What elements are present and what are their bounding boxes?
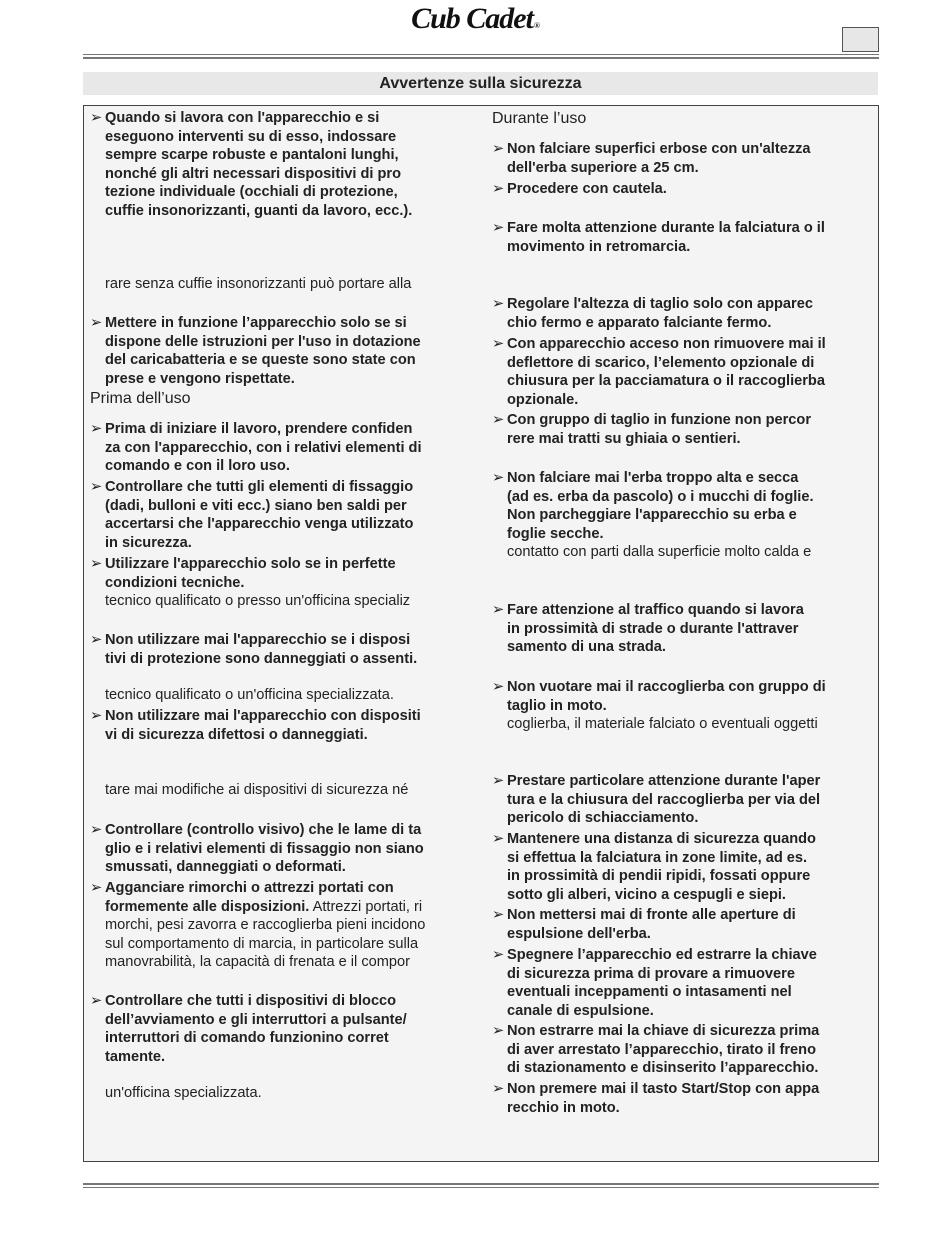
section-heading-during-use: Durante l’uso (492, 110, 587, 127)
bullet-arrow-icon: ➢ (90, 708, 103, 724)
bullet-start-stop-line: Non premere mai il tasto Start/Stop con appa (507, 1081, 820, 1097)
bullet-blades-line: Controllare (controllo visivo) che le lame di ta (105, 822, 422, 838)
bullet-arrow-icon: ➢ (90, 479, 103, 495)
bullet-blockage-line: canale di espulsione. (507, 1002, 654, 1019)
bullet-arrow-icon: ➢ (492, 679, 505, 695)
bullet-technical-condition-line: condizioni tecniche. (105, 574, 245, 591)
bullet-blockage-line: di sicurezza prima di provare a rimuovere (507, 965, 795, 982)
bullet-traffic-line: Fare attenzione al traffico quando si lavora (507, 602, 804, 618)
bullet-arrow-icon: ➢ (90, 632, 103, 648)
bullet-cutting-height-line: chio fermo e apparato falciante fermo. (507, 314, 772, 331)
normal-text: Attrezzi portati, ri (309, 898, 423, 915)
bullet-protective-gear-line: eseguono interventi su di esso, indossare (105, 128, 397, 145)
bullet-crushing-line: tura e la chiusura del raccoglierba per via del (507, 791, 821, 808)
bullet-fasteners-line: Controllare che tutti gli elementi di fissaggio (105, 479, 414, 495)
bullet-dry-grass-line: Non parcheggiare l'apparecchio su erba e (507, 507, 797, 524)
bullet-interlocks-line: Controllare che tutti i dispositivi di blocco (105, 993, 397, 1009)
bullet-interlocks-line: interruttori di comando funzionino corret (105, 1030, 389, 1047)
bullet-empty-bag-line: Non vuotare mai il raccoglierba con gruppo di (507, 679, 826, 695)
section-heading-before-use: Prima dell’uso (90, 390, 191, 407)
bullet-familiarize-line: za con l'apparecchio, con i relativi elementi di (105, 439, 422, 456)
bullet-key-line: di aver arrestato l’apparecchio, tirato il freno (507, 1041, 816, 1058)
bullet-trailers-line: sul comportamento di marcia, in particolare sulla (105, 935, 419, 952)
bullet-arrow-icon: ➢ (90, 822, 103, 838)
bullet-protective-devices-line: Non utilizzare mai l'apparecchio se i disposi (105, 632, 411, 648)
bullet-blockage-line: Spegnere l’apparecchio ed estrarre la chiave (507, 947, 817, 963)
bullet-traffic-line: in prossimità di strade o durante l'attraver (507, 620, 799, 637)
bullet-arrow-icon: ➢ (492, 412, 505, 428)
bullet-grass-height-line: Non falciare superfici erbose con un'altezza (507, 141, 811, 157)
bullet-deflector-line: deflettore di scarico, l’elemento opzionale di (507, 354, 815, 371)
bullet-trailers-line: manovrabilità, la capacità di frenata e il compor (105, 954, 411, 971)
page-number-box (842, 27, 879, 52)
bullet-distance-line: si effettua la falciatura in zone limite, ad es. (507, 849, 808, 866)
bullet-arrow-icon: ➢ (90, 993, 103, 1009)
bullet-traffic-line: samento di una strada. (507, 639, 666, 656)
bullet-fasteners-line: in sicurezza. (105, 534, 192, 551)
bullet-ejection-line: Non mettersi mai di fronte alle aperture di (507, 907, 796, 923)
bullet-interlocks-line: dell’avviamento e gli interruttori a pulsante/ (105, 1011, 407, 1028)
bullet-gravel-line: Con gruppo di taglio in funzione non percor (507, 412, 812, 428)
footer-rule-thick (83, 1183, 879, 1185)
bullet-familiarize-line: comando e con il loro uso. (105, 458, 290, 475)
bullet-key-line: Non estrarre mai la chiave di sicurezza prima (507, 1023, 820, 1039)
bullet-reverse-line: Fare molta attenzione durante la falciatura o il (507, 220, 825, 236)
bullet-protective-devices-line: tivi di protezione sono danneggiati o assenti. (105, 650, 418, 667)
bullet-cutting-height-line: Regolare l'altezza di taglio solo con apparec (507, 296, 813, 312)
bullet-protective-gear-line: nonché gli altri necessari dispositivi di pro (105, 165, 402, 182)
bullet-crushing-line: pericolo di schiacciamento. (507, 810, 699, 827)
bullet-arrow-icon: ➢ (492, 220, 505, 236)
bullet-arrow-icon: ➢ (492, 1081, 505, 1097)
bullet-crushing-line: Prestare particolare attenzione durante l'aper (507, 773, 821, 789)
note-hot-surface: contatto con parti dalla superficie molto calda e (507, 544, 812, 560)
bullet-arrow-icon: ➢ (90, 556, 103, 572)
bullet-empty-bag-line: taglio in moto. (507, 697, 607, 714)
bullet-blades-line: smussati, danneggiati o deformati. (105, 859, 346, 876)
bullet-blades-line: glio e i relativi elementi di fissaggio non siano (105, 840, 424, 857)
bullet-arrow-icon: ➢ (90, 110, 103, 126)
bullet-start-stop-line: recchio in moto. (507, 1099, 620, 1116)
bullet-instructions-line: del caricabatteria e se queste sono state con (105, 352, 416, 369)
bullet-trailers-line: morchi, pesi zavorra e raccoglierba pieni incidono (105, 917, 426, 934)
bold-text: formemente alle disposizioni. (105, 898, 310, 915)
note-grass-bag: coglierba, il materiale falciato o eventuali oggetti (507, 716, 818, 732)
bullet-arrow-icon: ➢ (492, 602, 505, 618)
bullet-ejection-line: espulsione dell'erba. (507, 925, 651, 942)
bullet-arrow-icon: ➢ (492, 947, 505, 963)
bullet-arrow-icon: ➢ (492, 470, 505, 486)
bullet-dry-grass-line: (ad es. erba da pascolo) o i mucchi di foglie. (507, 488, 814, 505)
bullet-trailers-line (105, 898, 422, 916)
bullet-arrow-icon: ➢ (492, 1023, 505, 1039)
bullet-arrow-icon: ➢ (90, 315, 103, 331)
bullet-safety-devices-line: vi di sicurezza difettosi o danneggiati. (105, 726, 368, 743)
logo-text: Cub Cadet (411, 2, 533, 35)
bullet-distance-line: in prossimità di pendii ripidi, fossati oppure (507, 868, 811, 885)
bullet-dry-grass-line: Non falciare mai l'erba troppo alta e secca (507, 470, 799, 486)
note-modifications: tare mai modifiche ai dispositivi di sicurezza né (105, 782, 409, 798)
bullet-dry-grass-line: foglie secche. (507, 525, 604, 542)
bullet-interlocks-line: tamente. (105, 1048, 166, 1065)
bullet-protective-gear-line: sempre scarpe robuste e pantaloni lunghi, (105, 147, 399, 164)
bullet-blockage-line: eventuali inceppamenti o intasamenti nel (507, 984, 792, 1001)
bullet-protective-gear-line: Quando si lavora con l'apparecchio e si (105, 110, 380, 126)
footer-rule (83, 1187, 879, 1188)
bullet-arrow-icon: ➢ (492, 141, 505, 157)
bullet-gravel-line: rere mai tratti su ghiaia o sentieri. (507, 430, 741, 447)
note-hearing: rare senza cuffie insonorizzanti può portare alla (105, 276, 412, 292)
logo-registered-mark: ® (533, 21, 539, 30)
brand-logo (0, 2, 950, 36)
bullet-deflector-line: opzionale. (507, 391, 579, 408)
note-technician: tecnico qualificato o presso un'officina specializ (105, 593, 411, 609)
bullet-caution-line: Procedere con cautela. (507, 181, 667, 197)
bullet-instructions-line: dispone delle istruzioni per l'uso in dotazione (105, 333, 421, 350)
header-rule-thick (83, 57, 879, 59)
bullet-reverse-line: movimento in retromarcia. (507, 238, 691, 255)
bullet-key-line: di stazionamento e disinserito l’apparecchio. (507, 1060, 819, 1077)
bullet-arrow-icon: ➢ (492, 831, 505, 847)
bullet-instructions-line: prese e vengono rispettate. (105, 370, 295, 387)
bullet-protective-gear-line: cuffie insonorizzanti, guanti da lavoro, ecc.). (105, 203, 413, 219)
bullet-deflector-line: chiusura per la pacciamatura o il raccoglierba (507, 373, 825, 390)
bullet-fasteners-line: (dadi, bulloni e viti ecc.) siano ben saldi per (105, 497, 407, 514)
bullet-protective-gear-line: tezione individuale (occhiali di protezione, (105, 184, 398, 201)
bullet-arrow-icon: ➢ (492, 907, 505, 923)
note-workshop: tecnico qualificato o un'officina specializzata. (105, 687, 394, 703)
bullet-familiarize-line: Prima di iniziare il lavoro, prendere confiden (105, 421, 413, 437)
bullet-safety-devices-line: Non utilizzare mai l'apparecchio con dispositi (105, 708, 421, 724)
bullet-arrow-icon: ➢ (90, 421, 103, 437)
bullet-arrow-icon: ➢ (492, 296, 505, 312)
bullet-instructions-line: Mettere in funzione l’apparecchio solo se si (105, 315, 407, 331)
section-title: Avvertenze sulla sicurezza (83, 72, 878, 95)
bullet-fasteners-line: accertarsi che l'apparecchio venga utilizzato (105, 516, 414, 533)
bullet-technical-condition-line: Utilizzare l'apparecchio solo se in perfette (105, 556, 396, 572)
header-rule (83, 54, 879, 55)
content-box (83, 105, 879, 1162)
bullet-arrow-icon: ➢ (492, 181, 505, 197)
bullet-distance-line: Mantenere una distanza di sicurezza quando (507, 831, 816, 847)
bullet-grass-height-line: dell'erba superiore a 25 cm. (507, 159, 699, 176)
bullet-distance-line: sotto gli alberi, vicino a cespugli e siepi. (507, 886, 786, 903)
bullet-arrow-icon: ➢ (90, 880, 103, 896)
bullet-deflector-line: Con apparecchio acceso non rimuovere mai il (507, 336, 826, 352)
bullet-arrow-icon: ➢ (492, 773, 505, 789)
note-workshop-2: un'officina specializzata. (105, 1085, 262, 1101)
bullet-arrow-icon: ➢ (492, 336, 505, 352)
bullet-trailers-line: Agganciare rimorchi o attrezzi portati con (105, 880, 394, 896)
